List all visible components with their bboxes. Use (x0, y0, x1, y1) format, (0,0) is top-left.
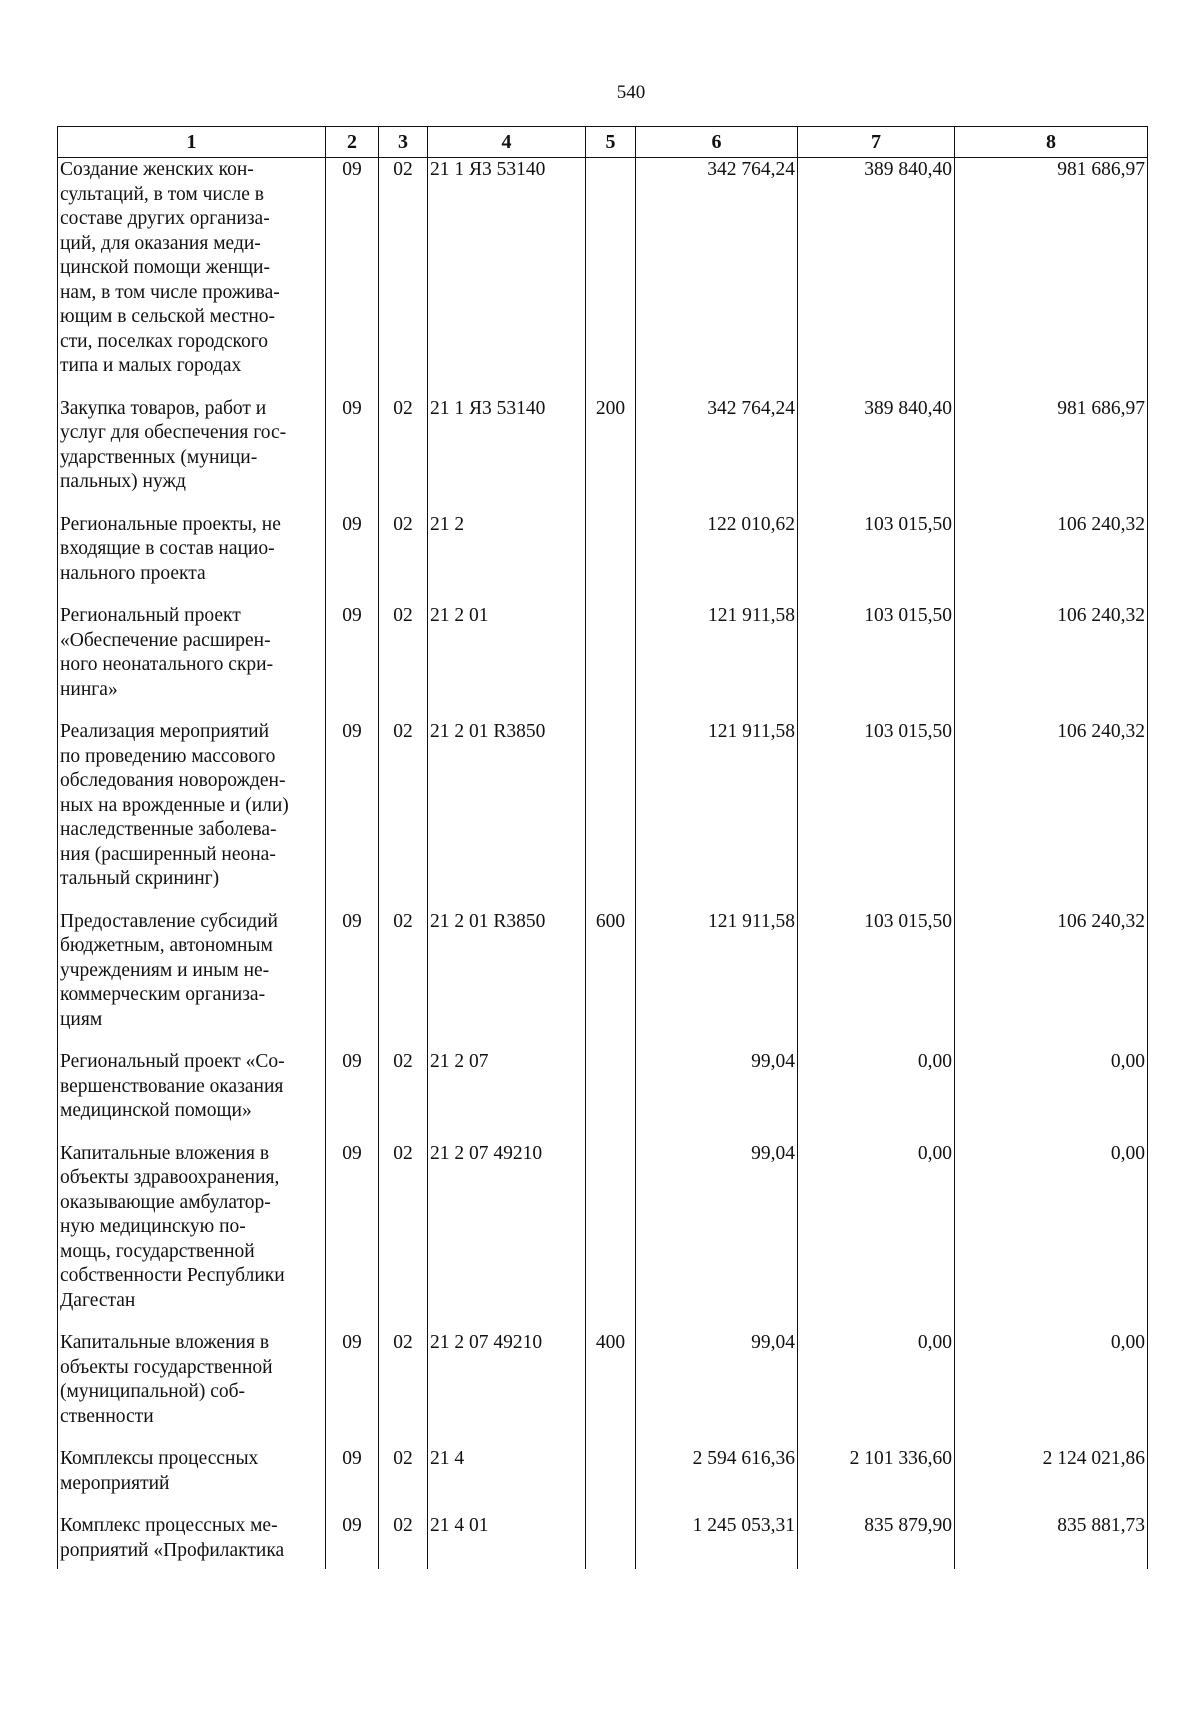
row-amount-col-7: 103 015,50 (798, 604, 955, 720)
row-target-code: 21 1 Я3 53140 (428, 158, 586, 397)
row-target-code: 21 4 01 (428, 1514, 586, 1569)
row-subsection: 02 (379, 604, 428, 720)
row-amount-col-8: 106 240,32 (955, 513, 1148, 605)
row-section: 09 (326, 910, 379, 1051)
row-subsection: 02 (379, 720, 428, 910)
row-name: Комплексы процессных мероприятий (58, 1447, 326, 1514)
row-section: 09 (326, 397, 379, 513)
row-amount-col-8: 106 240,32 (955, 604, 1148, 720)
row-section: 09 (326, 513, 379, 605)
header-col-2: 2 (326, 127, 379, 158)
row-section: 09 (326, 604, 379, 720)
row-amount-col-6: 342 764,24 (636, 158, 798, 397)
row-amount-col-8: 106 240,32 (955, 720, 1148, 910)
budget-table (57, 126, 1148, 1569)
row-section: 09 (326, 1331, 379, 1447)
row-amount-col-8: 106 240,32 (955, 910, 1148, 1051)
row-amount-col-7: 103 015,50 (798, 513, 955, 605)
row-name: Предоставление субсидий бюджетным, автономным учреждениям и иным не- коммерческим организа- циям (58, 910, 326, 1051)
row-name: Закупка товаров, работ и услуг для обеспечения гос- ударственных (муници- пальных) нужд (58, 397, 326, 513)
row-amount-col-8: 0,00 (955, 1142, 1148, 1332)
row-expense-type (586, 720, 636, 910)
row-amount-col-6: 122 010,62 (636, 513, 798, 605)
row-section: 09 (326, 1447, 379, 1514)
table-row (58, 1331, 1148, 1447)
header-col-8: 8 (955, 127, 1148, 158)
table-row (58, 1050, 1148, 1142)
row-amount-col-6: 121 911,58 (636, 604, 798, 720)
row-expense-type (586, 158, 636, 397)
header-col-1: 1 (58, 127, 326, 158)
row-amount-col-8: 981 686,97 (955, 158, 1148, 397)
row-name: Капитальные вложения в объекты государственной (муниципальной) соб- ственности (58, 1331, 326, 1447)
header-col-7: 7 (798, 127, 955, 158)
row-target-code: 21 2 01 R3850 (428, 910, 586, 1051)
row-amount-col-8: 0,00 (955, 1050, 1148, 1142)
row-amount-col-8: 981 686,97 (955, 397, 1148, 513)
table-row (58, 1514, 1148, 1569)
row-amount-col-6: 99,04 (636, 1142, 798, 1332)
row-subsection: 02 (379, 1142, 428, 1332)
row-expense-type: 600 (586, 910, 636, 1051)
row-amount-col-7: 103 015,50 (798, 720, 955, 910)
row-expense-type (586, 513, 636, 605)
row-name: Создание женских кон- сультаций, в том числе в составе других организа- ций, для оказания меди- цинской помощи женщи- нам, в том числе прожива- ющим в сельской местно- сти, поселках городского типа и малых городах (58, 158, 326, 397)
row-section: 09 (326, 1514, 379, 1569)
row-subsection: 02 (379, 1447, 428, 1514)
row-amount-col-7: 2 101 336,60 (798, 1447, 955, 1514)
row-name: Региональный проект «Со- вершенствование оказания медицинской помощи» (58, 1050, 326, 1142)
table-row (58, 720, 1148, 910)
header-col-6: 6 (636, 127, 798, 158)
row-amount-col-6: 99,04 (636, 1050, 798, 1142)
row-target-code: 21 2 01 (428, 604, 586, 720)
row-target-code: 21 1 Я3 53140 (428, 397, 586, 513)
row-target-code: 21 2 07 (428, 1050, 586, 1142)
row-name: Региональный проект «Обеспечение расширен- ного неонатального скри- нинга» (58, 604, 326, 720)
header-col-5: 5 (586, 127, 636, 158)
row-name: Капитальные вложения в объекты здравоохранения, оказывающие амбулатор- ную медицинскую по- мощь, государственной собственности Республики Дагестан (58, 1142, 326, 1332)
table-row (58, 1142, 1148, 1332)
row-expense-type (586, 1447, 636, 1514)
table-row (58, 604, 1148, 720)
row-target-code: 21 2 07 49210 (428, 1142, 586, 1332)
row-amount-col-7: 835 879,90 (798, 1514, 955, 1569)
table-row (58, 158, 1148, 397)
row-section: 09 (326, 1050, 379, 1142)
row-expense-type: 200 (586, 397, 636, 513)
table-row (58, 1447, 1148, 1514)
header-col-3: 3 (379, 127, 428, 158)
header-col-4: 4 (428, 127, 586, 158)
row-amount-col-7: 0,00 (798, 1050, 955, 1142)
row-amount-col-6: 2 594 616,36 (636, 1447, 798, 1514)
row-section: 09 (326, 158, 379, 397)
row-subsection: 02 (379, 158, 428, 397)
row-amount-col-6: 121 911,58 (636, 910, 798, 1051)
row-amount-col-7: 389 840,40 (798, 397, 955, 513)
row-amount-col-7: 0,00 (798, 1331, 955, 1447)
page-number: 540 (616, 82, 646, 103)
row-subsection: 02 (379, 1050, 428, 1142)
row-amount-col-8: 0,00 (955, 1331, 1148, 1447)
row-expense-type: 400 (586, 1331, 636, 1447)
row-amount-col-7: 103 015,50 (798, 910, 955, 1051)
table-row (58, 910, 1148, 1051)
row-amount-col-6: 1 245 053,31 (636, 1514, 798, 1569)
row-subsection: 02 (379, 513, 428, 605)
row-expense-type (586, 1514, 636, 1569)
row-amount-col-8: 835 881,73 (955, 1514, 1148, 1569)
row-amount-col-8: 2 124 021,86 (955, 1447, 1148, 1514)
row-amount-col-6: 342 764,24 (636, 397, 798, 513)
row-amount-col-7: 0,00 (798, 1142, 955, 1332)
row-amount-col-6: 121 911,58 (636, 720, 798, 910)
row-expense-type (586, 604, 636, 720)
row-subsection: 02 (379, 910, 428, 1051)
row-target-code: 21 2 (428, 513, 586, 605)
row-section: 09 (326, 1142, 379, 1332)
row-name: Комплекс процессных ме- роприятий «Профилактика (58, 1514, 326, 1569)
row-target-code: 21 2 01 R3850 (428, 720, 586, 910)
row-subsection: 02 (379, 1514, 428, 1569)
table-header-row (58, 127, 1148, 158)
row-expense-type (586, 1050, 636, 1142)
budget-table-container (57, 126, 1147, 1569)
row-name: Региональные проекты, не входящие в состав нацио- нального проекта (58, 513, 326, 605)
row-target-code: 21 2 07 49210 (428, 1331, 586, 1447)
row-expense-type (586, 1142, 636, 1332)
table-body (58, 158, 1148, 1570)
row-target-code: 21 4 (428, 1447, 586, 1514)
row-subsection: 02 (379, 397, 428, 513)
row-amount-col-6: 99,04 (636, 1331, 798, 1447)
row-section: 09 (326, 720, 379, 910)
table-row (58, 513, 1148, 605)
table-row (58, 397, 1148, 513)
row-subsection: 02 (379, 1331, 428, 1447)
row-amount-col-7: 389 840,40 (798, 158, 955, 397)
row-name: Реализация мероприятий по проведению массового обследования новорожден- ных на врожденные и (или) наследственные заболева- ния (расширенный неона- тальный скрининг) (58, 720, 326, 910)
